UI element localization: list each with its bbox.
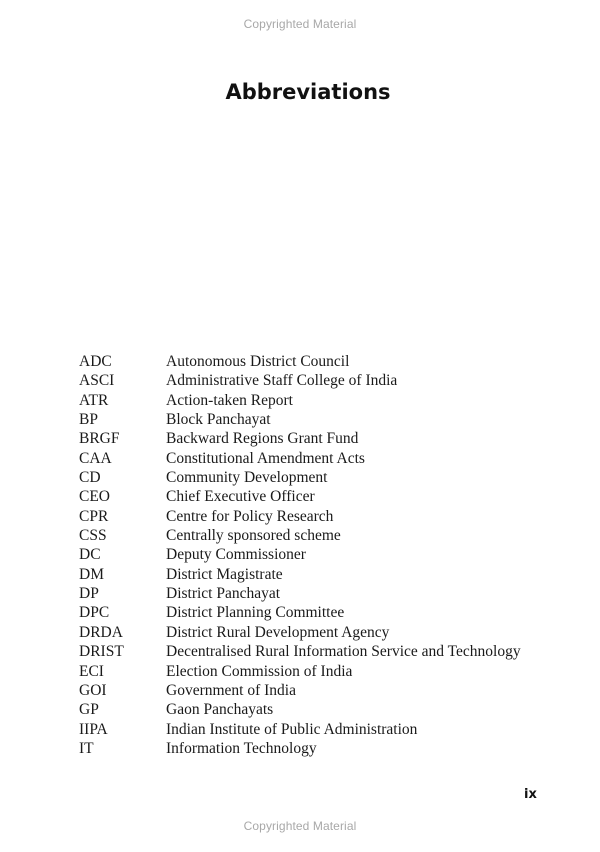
abbreviation-definition: Decentralised Rural Information Service and Technology [166, 643, 521, 661]
list-item [79, 371, 549, 390]
list-item [79, 584, 549, 603]
abbreviation-code: GP [79, 701, 99, 719]
abbreviation-code: DM [79, 565, 104, 583]
abbreviation-definition: Community Development [166, 469, 328, 487]
abbreviation-definition: Block Panchayat [166, 411, 271, 429]
abbreviation-code: ASCI [79, 372, 115, 390]
abbreviation-definition: Government of India [166, 681, 296, 699]
abbreviation-code: ADC [79, 353, 112, 370]
page-title: Abbreviations [225, 80, 391, 104]
abbreviation-definition: Administrative Staff College of India [166, 372, 398, 390]
list-item [79, 391, 549, 410]
list-item [79, 545, 549, 564]
abbreviation-definition: Centrally sponsored scheme [166, 527, 341, 545]
abbreviation-code: BP [79, 411, 98, 429]
list-item [79, 468, 549, 487]
list-item [79, 410, 549, 429]
abbreviation-code: DRIST [79, 643, 124, 661]
abbreviation-code: CSS [79, 527, 107, 545]
watermark-top: Copyrighted Material [243, 17, 357, 31]
abbreviation-definition: District Panchayat [166, 585, 281, 603]
list-item [79, 642, 549, 661]
list-item [79, 565, 549, 584]
list-item [79, 352, 549, 371]
abbreviation-definition: Constitutional Amendment Acts [166, 449, 365, 467]
abbreviation-code: GOI [79, 681, 107, 699]
list-item [79, 623, 549, 642]
abbreviation-definition: Autonomous District Council [166, 353, 350, 370]
list-item [79, 449, 549, 468]
abbreviation-definition: Election Commission of India [166, 662, 353, 680]
list-item [79, 720, 549, 739]
abbreviation-definition: Gaon Panchayats [166, 701, 274, 719]
abbreviation-definition: District Rural Development Agency [166, 623, 390, 641]
page-number: ix [524, 787, 537, 802]
abbreviation-definition: District Magistrate [166, 565, 283, 583]
abbreviation-definition: Backward Regions Grant Fund [166, 430, 359, 448]
abbreviation-definition: Indian Institute of Public Administration [166, 720, 418, 738]
list-item [79, 603, 549, 622]
list-item [79, 700, 549, 719]
abbreviation-definition: Chief Executive Officer [166, 488, 315, 506]
list-item [79, 487, 549, 506]
abbreviation-code: DP [79, 585, 99, 603]
list-item [79, 739, 549, 758]
list-item [79, 526, 549, 545]
list-item [79, 681, 549, 700]
list-item [79, 662, 549, 681]
abbreviation-code: ECI [79, 662, 104, 680]
watermark-bottom: Copyrighted Material [243, 819, 357, 833]
abbreviation-list [79, 352, 549, 758]
abbreviation-definition: District Planning Committee [166, 604, 345, 622]
list-item [79, 429, 549, 448]
abbreviation-code: BRGF [79, 430, 120, 448]
abbreviation-code: DC [79, 546, 101, 564]
abbreviation-definition: Centre for Policy Research [166, 507, 334, 525]
abbreviation-code: IT [79, 739, 94, 757]
abbreviation-code: CAA [79, 449, 112, 467]
abbreviation-code: CPR [79, 507, 109, 525]
abbreviation-code: DRDA [79, 623, 123, 641]
abbreviation-code: CD [79, 469, 101, 487]
abbreviation-code: CEO [79, 488, 110, 506]
list-item [79, 507, 549, 526]
abbreviation-code: IIPA [79, 720, 108, 738]
abbreviation-code: ATR [79, 391, 109, 409]
abbreviation-definition: Information Technology [166, 739, 317, 757]
abbreviation-code: DPC [79, 604, 110, 622]
abbreviation-definition: Deputy Commissioner [166, 546, 306, 564]
abbreviation-definition: Action-taken Report [166, 391, 293, 409]
